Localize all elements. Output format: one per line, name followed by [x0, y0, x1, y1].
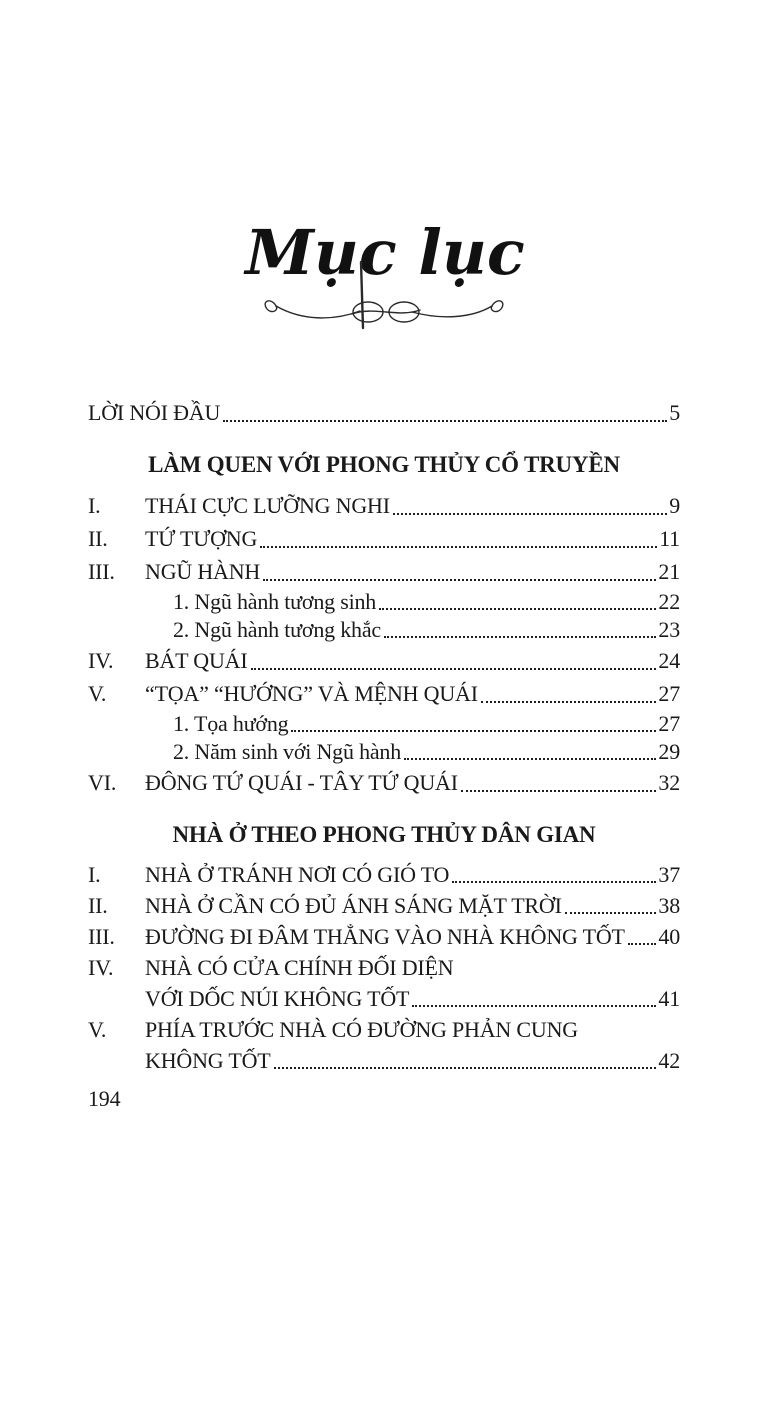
entry-line [145, 489, 680, 522]
entry-body [145, 644, 680, 677]
dot-leader [628, 943, 657, 945]
section-heading: LÀM QUEN VỚI PHONG THỦY CỔ TRUYỀN [148, 452, 620, 477]
entry-page: 5 [669, 400, 680, 425]
entry-title: NGŨ HÀNH [145, 559, 261, 584]
entry-body [145, 766, 680, 799]
entry-line [145, 555, 680, 588]
entry-line [145, 766, 680, 799]
entry-numeral: I. [88, 862, 101, 887]
toc-entry [88, 677, 680, 710]
entry-line [145, 644, 680, 677]
dot-leader [384, 636, 656, 638]
toc-entry [88, 890, 680, 921]
entry-numeral: II. [88, 893, 108, 918]
entry-page: 40 [658, 924, 680, 949]
toc-sections [88, 450, 680, 1076]
entry-page: 11 [659, 526, 680, 551]
dot-leader [565, 912, 657, 914]
entry-line [145, 859, 680, 890]
entry-title: ĐƯỜNG ĐI ĐÂM THẲNG VÀO NHÀ KHÔNG TỐT [145, 924, 625, 949]
entry-title: VỚI DỐC NÚI KHÔNG TỐT [145, 986, 410, 1011]
entry-numeral: III. [88, 924, 115, 949]
entry-numeral: V. [88, 681, 107, 706]
toc-entry [88, 921, 680, 952]
toc-sub-entry [173, 616, 680, 644]
entry-page: 32 [658, 770, 680, 795]
toc-sub-entry [173, 588, 680, 616]
entry-title: “TỌA” “HƯỚNG” VÀ MỆNH QUÁI [145, 681, 478, 706]
entry-body [145, 677, 680, 710]
entry-body [145, 1014, 680, 1076]
entry-page: 9 [669, 493, 680, 518]
section-entries [88, 489, 680, 799]
entry-title: NHÀ Ở TRÁNH NƠI CÓ GIÓ TO [145, 862, 450, 887]
entry-page: 21 [658, 559, 680, 584]
entry-page: 24 [658, 648, 680, 673]
dot-leader [412, 1005, 656, 1007]
muc-luc-calligraphy [244, 190, 525, 332]
entry-numeral: VI. [88, 770, 117, 795]
entry-body [145, 952, 680, 1014]
entry-numeral: I. [88, 493, 101, 518]
section-heading: NHÀ Ở THEO PHONG THỦY DÂN GIAN [172, 822, 596, 847]
entry-numeral: V. [88, 1017, 107, 1042]
entry-numeral: III. [88, 559, 115, 584]
entry-line [145, 1014, 680, 1045]
dot-leader [461, 790, 657, 792]
dot-leader [404, 758, 656, 760]
entry-title: TỨ TƯỢNG [145, 526, 258, 551]
entry-page: 27 [658, 681, 680, 706]
entry-line [145, 522, 680, 555]
preface-label: LỜI NÓI ĐẦU [88, 400, 221, 425]
entry-line [145, 921, 680, 952]
entry-body [145, 489, 680, 522]
entry-body [145, 890, 680, 921]
toc-entry-preface [88, 396, 680, 429]
entry-body [145, 555, 680, 588]
entry-numeral: IV. [88, 648, 114, 673]
entry-page: 22 [658, 589, 680, 614]
dot-leader [274, 1067, 657, 1069]
dot-leader [393, 513, 667, 515]
entry-body [145, 522, 680, 555]
dot-leader [223, 420, 667, 422]
entry-page: 27 [658, 711, 680, 736]
toc-entry [88, 952, 680, 1014]
entry-page: 41 [658, 986, 680, 1011]
toc-sub-entry [173, 710, 680, 738]
dot-leader [379, 608, 656, 610]
entry-page: 38 [658, 893, 680, 918]
entry-title: KHÔNG TỐT [145, 1048, 271, 1073]
entry-numeral: II. [88, 526, 108, 551]
dot-leader [260, 546, 657, 548]
toc-entry [88, 555, 680, 588]
entry-page: 29 [658, 739, 680, 764]
toc-sub-entry [173, 738, 680, 766]
entry-page: 42 [658, 1048, 680, 1073]
toc-entry [88, 859, 680, 890]
entry-body [145, 921, 680, 952]
toc-content [0, 396, 769, 1114]
page-number: 194 [88, 1086, 121, 1111]
dot-leader [251, 668, 657, 670]
entry-line [145, 983, 680, 1014]
sub-entry-title: 1. Tọa hướng [173, 711, 289, 736]
toc-page [0, 190, 769, 1114]
sub-entry-title: 2. Ngũ hành tương khắc [173, 617, 381, 642]
toc-entry [88, 766, 680, 799]
sub-entry-title: 2. Năm sinh với Ngũ hành [173, 739, 402, 764]
entry-body [145, 859, 680, 890]
entry-line [145, 677, 680, 710]
toc-entry [88, 522, 680, 555]
calligraphy-title-text: Mục lục [244, 216, 525, 289]
sub-entry-title: 1. Ngũ hành tương sinh [173, 589, 377, 614]
dot-leader [291, 730, 656, 732]
toc-entry [88, 1014, 680, 1076]
dot-leader [481, 701, 657, 703]
section-entries [88, 859, 680, 1076]
entry-title: BÁT QUÁI [145, 648, 248, 673]
toc-entry [88, 644, 680, 677]
entry-page: 23 [658, 617, 680, 642]
entry-page: 37 [658, 862, 680, 887]
entry-title: THÁI CỰC LƯỠNG NGHI [145, 493, 390, 518]
toc-entry [88, 489, 680, 522]
entry-title: NHÀ CÓ CỬA CHÍNH ĐỐI DIỆN [145, 955, 454, 980]
entry-line [145, 890, 680, 921]
entry-line [145, 1045, 680, 1076]
dot-leader [263, 579, 656, 581]
entry-title: NHÀ Ở CẦN CÓ ĐỦ ÁNH SÁNG MẶT TRỜI [145, 893, 562, 918]
entry-line [145, 952, 680, 983]
entry-numeral: IV. [88, 955, 114, 980]
entry-title: PHÍA TRƯỚC NHÀ CÓ ĐƯỜNG PHẢN CUNG [145, 1017, 578, 1042]
entry-title: ĐÔNG TỨ QUÁI - TÂY TỨ QUÁI [145, 770, 458, 795]
dot-leader [452, 881, 656, 883]
calligraphy-svg [244, 190, 525, 332]
